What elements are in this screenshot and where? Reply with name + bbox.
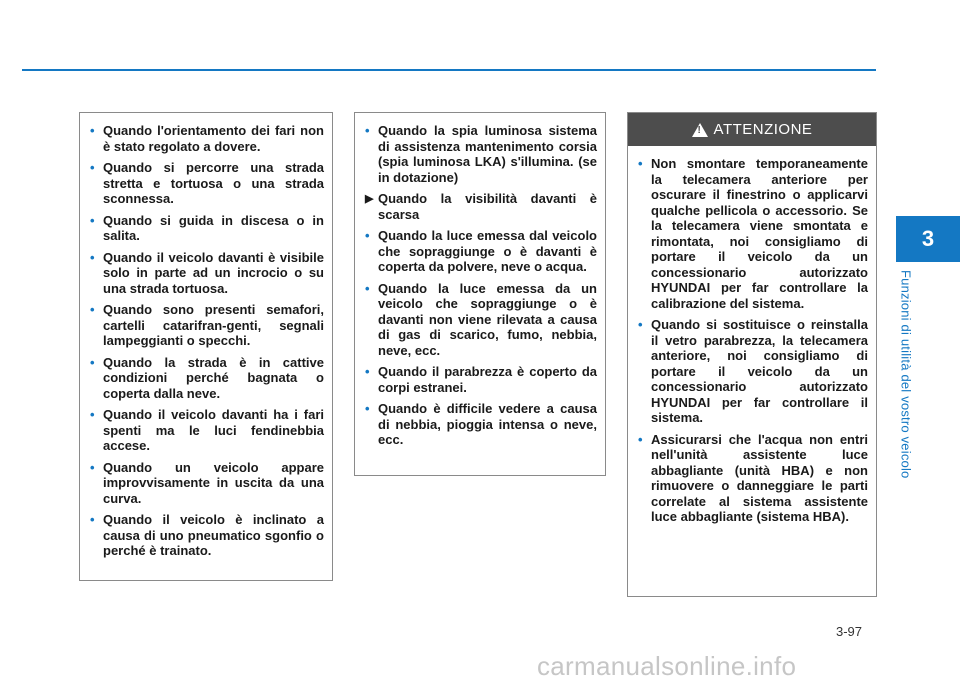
caution-box: [627, 112, 877, 597]
caution-header: [628, 113, 876, 146]
list-item: • Quando la spia luminosa sistema di assistenza mantenimento corsia (spia luminosa LKA) s'illumina. (se in dotazione): [365, 123, 597, 185]
page-number: 3-97: [836, 624, 863, 639]
list-item: • Quando è difficile vedere a causa di nebbia, pioggia intensa o neve, ecc.: [365, 401, 597, 448]
chapter-number-tab: 3: [896, 216, 960, 262]
conditions-box-left: [79, 112, 333, 581]
list-item: • Quando si sostituisce o reinstalla il vetro parabrezza, la telecamera anteriore, noi consigliamo di portare il veicolo da un concessionario autorizzato HYUNDAI per far controllare il sistema.: [638, 317, 868, 426]
warning-triangle-icon: [692, 123, 708, 137]
caution-list: [638, 156, 868, 525]
conditions-list-left: [90, 123, 324, 559]
list-item: • Assicurarsi che l'acqua non entri nell'unità assistente luce abbagliante (unità HBA) e non rimuovere o danneggiare le parti correlate al sistema assistente luce abbagliante (sistema HBA).: [638, 432, 868, 525]
list-item: • Quando il parabrezza è coperto da corpi estranei.: [365, 364, 597, 395]
caution-title: ATTENZIONE: [713, 121, 813, 138]
watermark: carmanualsonline.info: [537, 651, 797, 681]
list-item: • Quando il veicolo è inclinato a causa di uno pneumatico sgonfio o perché è trainato.: [90, 512, 324, 559]
list-item: • Quando sono presenti semafori, cartelli catarifran-genti, segnali lampeggianti o specchi.: [90, 302, 324, 349]
conditions-box-middle: [354, 112, 606, 476]
list-item: • Quando l'orientamento dei fari non è stato regolato a dovere.: [90, 123, 324, 154]
caution-body: [628, 146, 876, 525]
list-item: • Quando il veicolo davanti ha i fari spenti ma le luci fendinebbia accese.: [90, 407, 324, 454]
list-item: • Quando un veicolo appare improvvisamente in uscita da una curva.: [90, 460, 324, 507]
list-item: • Quando il veicolo davanti è visibile solo in parte ad un incrocio o su una strada tortuosa.: [90, 250, 324, 297]
chapter-title: Funzioni di utilità del vostro veicolo: [898, 270, 914, 479]
header-rule: [22, 69, 876, 71]
conditions-list-middle: [365, 123, 597, 448]
list-item: • Quando la luce emessa dal veicolo che sopraggiunge o è davanti è coperta da polvere, neve o acqua.: [365, 228, 597, 275]
list-item: • Non smontare temporaneamente la telecamera anteriore per oscurare il finestrino o applicarvi qualche pellicola o accessorio. Se la telecamera viene smontata e rimontata, noi consigliamo di portare il veicolo da un concessionario autorizzato HYUNDAI per far controllare la calibrazione del sistema.: [638, 156, 868, 311]
list-item: • Quando la strada è in cattive condizioni perché bagnata o coperta dalla neve.: [90, 355, 324, 402]
arrow-heading: ▶ Quando la visibilità davanti è scarsa: [365, 191, 597, 222]
list-item: • Quando si percorre una strada stretta e tortuosa o una strada sconnessa.: [90, 160, 324, 207]
list-item: • Quando la luce emessa da un veicolo che sopraggiunge o è davanti non viene rilevata a causa di gas di scarico, fumo, nebbia, neve, ecc.: [365, 281, 597, 359]
list-item: • Quando si guida in discesa o in salita.: [90, 213, 324, 244]
